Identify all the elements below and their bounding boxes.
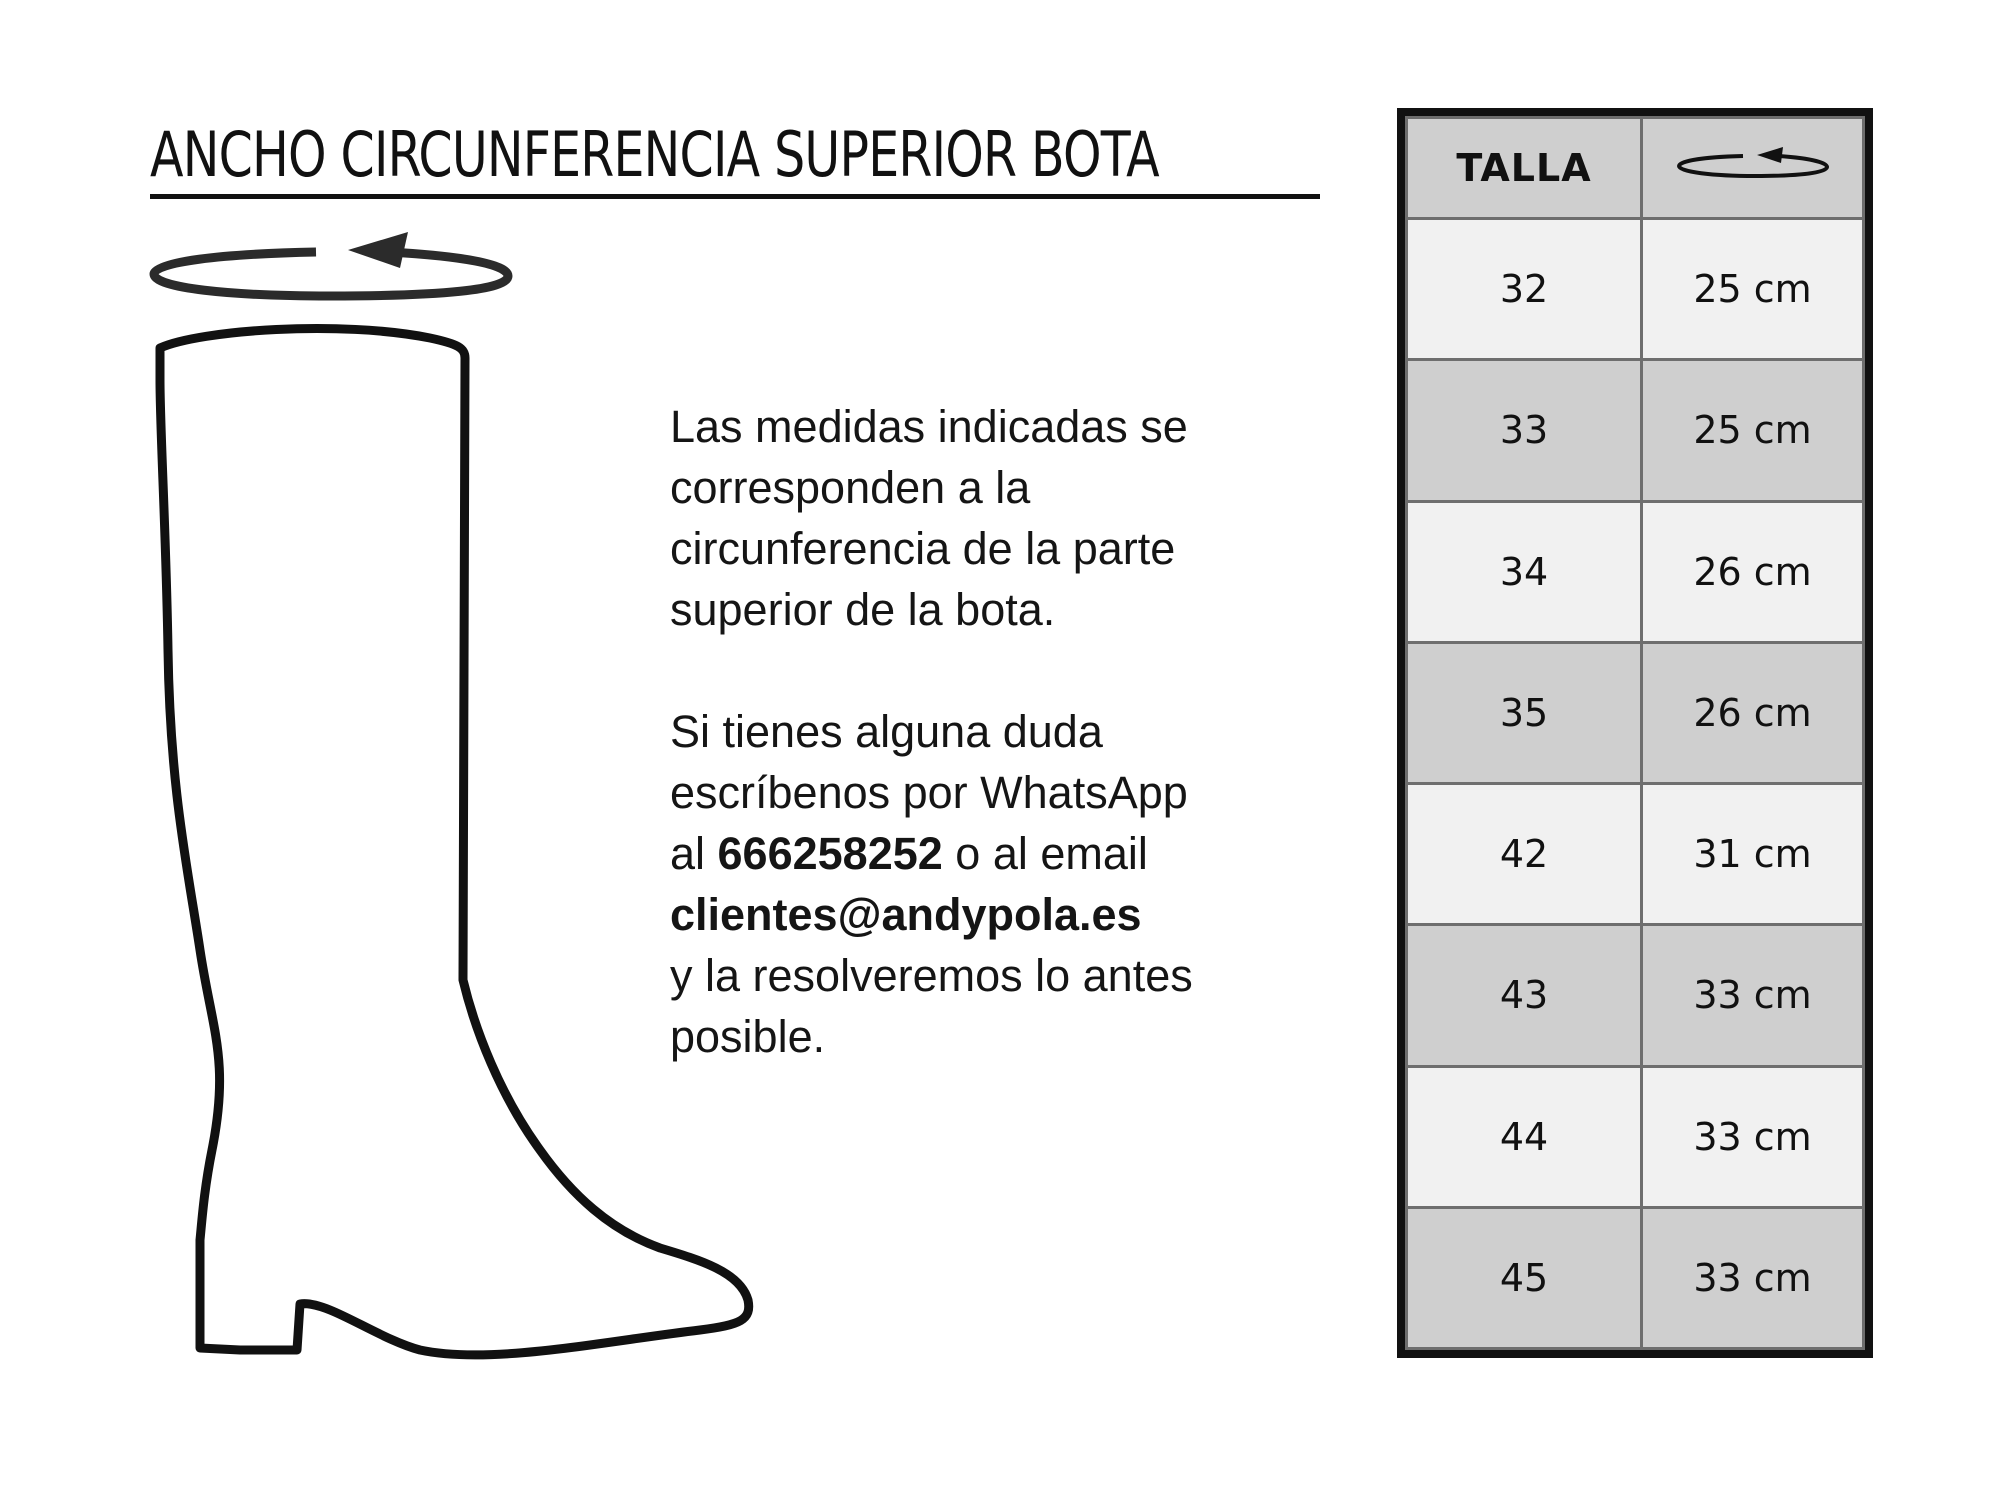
page-title: ANCHO CIRCUNFERENCIA SUPERIOR BOTA (150, 118, 1159, 191)
table-row (1407, 925, 1864, 1066)
size-table-grid (1405, 116, 1865, 1350)
table-row (1407, 642, 1864, 783)
size-cell: 33 (1407, 360, 1642, 501)
whatsapp-phone-link[interactable]: 666258252 (717, 828, 943, 879)
size-cell: 45 (1407, 1207, 1642, 1348)
header-circumference (1642, 118, 1864, 219)
circumference-cell: 33 cm (1642, 1207, 1864, 1348)
size-cell: 42 (1407, 784, 1642, 925)
contact-line-1: Si tienes alguna duda (670, 706, 1103, 757)
contact-line-5: y la resolveremos lo antes (670, 950, 1193, 1001)
info-text (670, 396, 1310, 1067)
circumference-cell: 25 cm (1642, 219, 1864, 360)
title-underline (150, 194, 1320, 199)
table-row (1407, 1066, 1864, 1207)
size-cell: 43 (1407, 925, 1642, 1066)
size-cell: 35 (1407, 642, 1642, 783)
circumference-arrow-icon (1673, 144, 1833, 184)
table-row (1407, 1207, 1864, 1348)
size-table (1397, 108, 1873, 1358)
info-paragraph-measurements: Las medidas indicadas se corresponden a la circunferencia de la parte superior de la bota. (670, 401, 1188, 635)
circumference-arrow-icon (154, 232, 508, 296)
size-cell: 32 (1407, 219, 1642, 360)
header-size: TALLA (1407, 118, 1642, 219)
circumference-cell: 25 cm (1642, 360, 1864, 501)
table-row (1407, 784, 1864, 925)
table-row (1407, 219, 1864, 360)
contact-line-2: escríbenos por WhatsApp (670, 767, 1188, 818)
circumference-cell: 33 cm (1642, 925, 1864, 1066)
circumference-cell: 26 cm (1642, 642, 1864, 783)
page-title-wrap (150, 118, 1320, 200)
contact-line-6: posible. (670, 1011, 826, 1062)
email-link[interactable]: clientes@andypola.es (670, 889, 1142, 940)
contact-al: al (670, 828, 718, 879)
circumference-cell: 33 cm (1642, 1066, 1864, 1207)
circumference-cell: 26 cm (1642, 501, 1864, 642)
table-row (1407, 360, 1864, 501)
boot-outline-icon (160, 329, 749, 1355)
size-cell: 34 (1407, 501, 1642, 642)
circumference-cell: 31 cm (1642, 784, 1864, 925)
info-paragraph-contact (670, 701, 1310, 1067)
size-cell: 44 (1407, 1066, 1642, 1207)
contact-email-prefix: o al email (942, 828, 1148, 879)
table-header-row (1407, 118, 1864, 219)
table-row (1407, 501, 1864, 642)
